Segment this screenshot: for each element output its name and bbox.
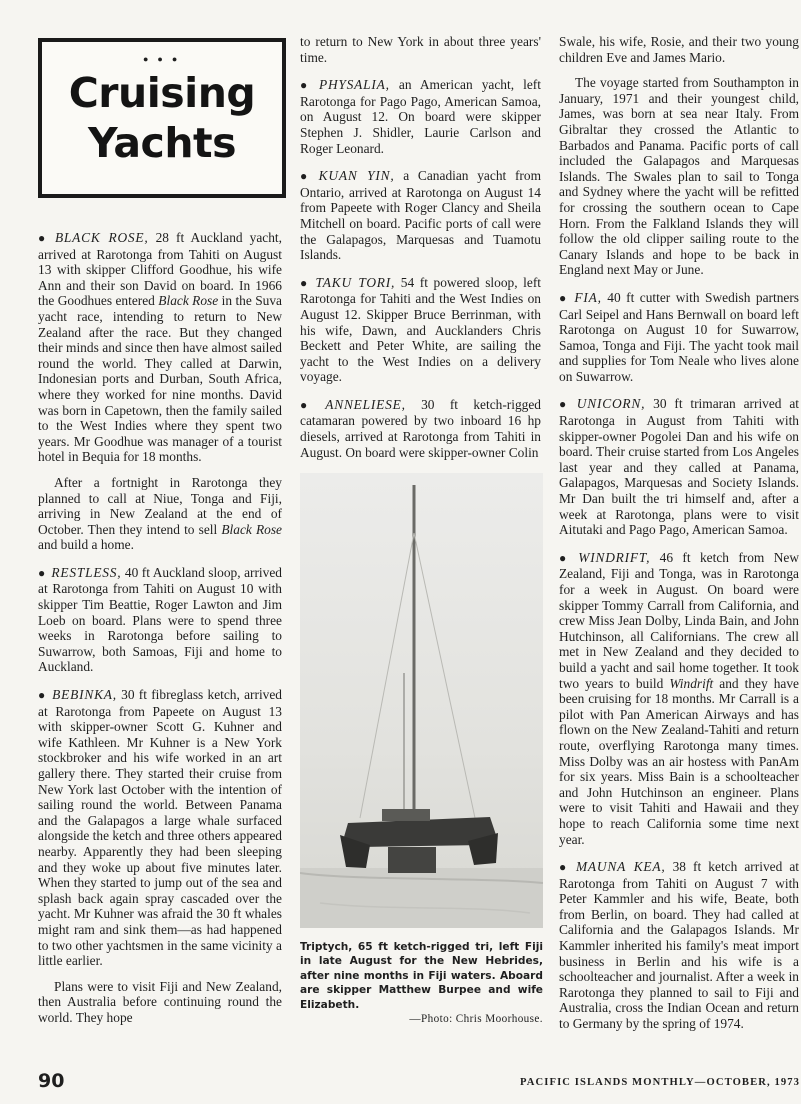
column-3 xyxy=(559,34,799,1044)
yacht-name: BEBINKA, xyxy=(52,687,117,703)
bullet-icon: ● xyxy=(300,169,313,184)
title-box xyxy=(38,38,286,198)
bullet-icon: ● xyxy=(38,688,47,703)
yacht-name-inline: Windrift xyxy=(669,675,714,691)
entry-windrift xyxy=(559,550,799,847)
paragraph xyxy=(38,475,282,553)
yacht-name-inline: Black Rose xyxy=(221,521,282,537)
entry-text: in the Suva yacht race, intending to return to New Zealand after the race. But they changed their minds and since then have almost sailed round the world. They called at Darwin, Indonesian ports and Durban, South Africa, where they worked for nine months. David was born in Capetown, then the family sailed to the West Indies where they spent two years. Mr Goodhue was manager of a tourist hotel in Bequia for 18 months. xyxy=(38,293,282,465)
yacht-name: UNICORN, xyxy=(576,396,646,412)
entry-text: 30 ft trimaran arrived at Rarotonga in August from Tahiti with skipper-owner Pogolei Dan and his wife on board. Their cruise started from Los Angeles last year and they called at Panama, Galapagos, Marquesas and Society Islands. Mr Dan built the tri himself and, after a week at Rarotonga, plans were to visit Aitutaki and Pago Pago, American Samoa. xyxy=(559,396,799,538)
entry-taku-tori xyxy=(300,275,541,385)
bullet-icon: ● xyxy=(559,397,571,412)
paragraph: Swale, his wife, Rosie, and their two young children Eve and James Mario. xyxy=(559,34,799,65)
bullet-icon: ● xyxy=(300,397,320,412)
yacht-name: PHYSALIA, xyxy=(318,77,390,93)
bullet-icon: ● xyxy=(559,290,569,305)
entry-restless xyxy=(38,565,282,675)
entry-bebinka xyxy=(38,687,282,969)
entry-mauna-kea xyxy=(559,859,799,1032)
entry-text: a Canadian yacht from Ontario, arrived at Rarotonga on August 14 from Papeete with Roger Clancy and Sheila Mitchell on board. Pacific ports of call were the Galapagos, Marquesas and Tuamotu Islands. xyxy=(300,168,542,263)
entry-physalia xyxy=(300,77,541,156)
bullet-icon: ● xyxy=(559,860,570,875)
paragraph: The voyage started from Southampton in January, 1971 and their youngest child, James, was born at sea near Italy. From Gibraltar they crossed the Atlantic to Barbados and Panama. Pacific ports of call included the Galapagos and Marquesas Islands. The Swales plan to sail to Tonga and Sydney where the yacht will be refitted for crossing the southern ocean to Cape Horn. From the Falkland Islands they will follow the old clipper sailing route to the Canary Islands and hope to be back in England next May or June. xyxy=(559,75,799,278)
photo-credit: —Photo: Chris Moorhouse. xyxy=(409,1013,543,1025)
yacht-name: WINDRIFT, xyxy=(578,549,651,565)
yacht-name: RESTLESS, xyxy=(51,564,122,580)
entry-text: 40 ft Auckland sloop, arrived at Rarotonga from Tahiti on August 10 with skipper Tim Beattie, Roger Lawton and Jim Loeb on board. Plans were to spend three weeks in Rarotonga before sailing to Suwarrow, both Samoas, Fiji and home to Auckland. xyxy=(38,564,282,675)
entry-anneliese xyxy=(300,397,541,460)
page-number: 90 xyxy=(38,1070,65,1092)
entry-kuan-yin xyxy=(300,168,541,263)
bullet-icon: ● xyxy=(300,275,310,290)
entry-unicorn xyxy=(559,396,799,537)
entry-text: After a fortnight in Rarotonga they planned to call at Niue, Tonga and Fiji, arriving in New Zealand at the end of October. Then they intend to sell xyxy=(38,474,282,537)
entry-text: 40 ft cutter with Swedish partners Carl Seipel and Hans Bernwall on board left Rarotonga on August 10 for Suwarrow, Samoa, Tonga and Fiji. The yacht took mail and supplies for Tom Neale who lives alone on Suwarrow. xyxy=(559,289,799,384)
bullet-icon: ● xyxy=(300,78,313,93)
photo-trimaran xyxy=(300,473,543,928)
title-line-2: Yachts xyxy=(87,119,237,167)
yacht-name-inline: Black Rose xyxy=(158,293,219,309)
bullet-icon: ● xyxy=(559,550,573,565)
photo-caption: Triptych, 65 ft ketch-rigged tri, left Fiji in late August for the New Hebrides, after nine months in Fiji waters. Aboard are skipper Matthew Burpee and wife Elizabeth. xyxy=(300,941,543,1011)
trimaran-illustration xyxy=(300,473,543,928)
yacht-name: ANNELIESE, xyxy=(325,396,406,412)
entry-text: 46 ft ketch from New Zealand, Fiji and Tonga, was in Rarotonga for a week in August. On board were skipper Tommy Carrall from California, and crew Miss Jean Dolby, Linda Bain, and John Hutchinson, all Californians. The crew all met in New Zealand and they decided to build a yacht and sail home together. It took two years to build xyxy=(559,549,799,691)
entry-text: 30 ft ketch-rigged catamaran powered by two inboard 16 hp diesels, arrived at Rarotonga from Tahiti in August. On board were skipper-owner Colin xyxy=(300,396,541,460)
entry-text: and build a home. xyxy=(38,537,134,553)
title-line-1: Cruising xyxy=(68,69,256,117)
entry-text: 54 ft powered sloop, left Rarotonga for Tahiti and the West Indies on August 12. Skipper Bruce Berrinman, with his wife, Dawn, and Aucklanders Chris Beckett and Peter White, are sailing the yacht to the West Indies on a delivery voyage. xyxy=(300,274,542,385)
title-dots: ●●● xyxy=(143,54,187,64)
entry-text: and they have been cruising for 18 months. Mr Carrall is a pilot with Pan American Airways and has flown on the New Zealand-Tahiti and return route, overflying Rarotonga many times. Miss Dolby was an air hostess with PanAm for six years. Miss Bain is a schoolteacher and John Hutchinson an engineer. Plans were to visit Tahiti and Hawaii and they hope to reach California some time next year. xyxy=(559,675,799,847)
entry-fia xyxy=(559,290,799,385)
entry-black-rose xyxy=(38,230,282,465)
paragraph: Plans were to visit Fiji and New Zealand, then Australia before continuing round the world. They hope xyxy=(38,978,282,1025)
bullet-icon: ● xyxy=(38,231,49,245)
entry-text: 28 ft Auckland yacht, arrived at Rarotonga from Tahiti on August 13 with skipper Clifford Goodhue, his wife Ann and their son David on board. In 1966 the Goodhues entered xyxy=(38,230,282,309)
entry-text: 30 ft fibreglass ketch, arrived at Rarotonga from Papeete on August 13 with skipper-owner Scott G. Kuhner and wife Kathleen. Mr Kuhner is a New York stockbroker and his wife worked in an art gallery there. They started their cruise from New York last October with the intention of sailing round the world. Between Panama and the Galapagos a large whale surfaced alongside the ketch and three others appeared nearby. Apparently they had been sleeping and they woke up about five minutes later. When they started to jump out of the sea and splash back again spray cascaded over the yacht. Mr Kuhner was afraid the 30 ft whales might ram and sink them—as had happened to two other yachtsmen in the same vicinity a little earlier. xyxy=(38,687,282,969)
entry-text: an American yacht, left Rarotonga for Pago Pago, American Samoa, on August 12. On board were skipper Stephen J. Shidler, Laurie Carlson and Roger Leonard. xyxy=(300,77,541,156)
column-2 xyxy=(300,34,541,472)
yacht-name: MAUNA KEA, xyxy=(575,859,666,875)
yacht-name: KUAN YIN, xyxy=(318,168,395,184)
paragraph: to return to New York in about three years' time. xyxy=(300,34,541,65)
yacht-name: BLACK ROSE, xyxy=(54,230,149,245)
entry-text: 38 ft ketch arrived at Rarotonga from Tahiti on August 7 with Peter Kammler and his wife, Beate, both from Berlin, on board. They had called at California and the Galapagos Islands. Mr Kammler inherited his family's meat import business in Berlin and his wife is a schoolteacher and journalist. After a week in Rarotonga they planned to sail to Fiji and Australia, cross the Indian Ocean and return to Germany by the spring of 1974. xyxy=(559,859,799,1032)
column-1 xyxy=(38,230,282,1038)
running-footer: PACIFIC ISLANDS MONTHLY—OCTOBER, 1973 xyxy=(520,1077,801,1088)
yacht-name: FIA, xyxy=(574,289,602,305)
yacht-name: TAKU TORI, xyxy=(315,274,396,290)
bullet-icon: ● xyxy=(38,565,46,580)
